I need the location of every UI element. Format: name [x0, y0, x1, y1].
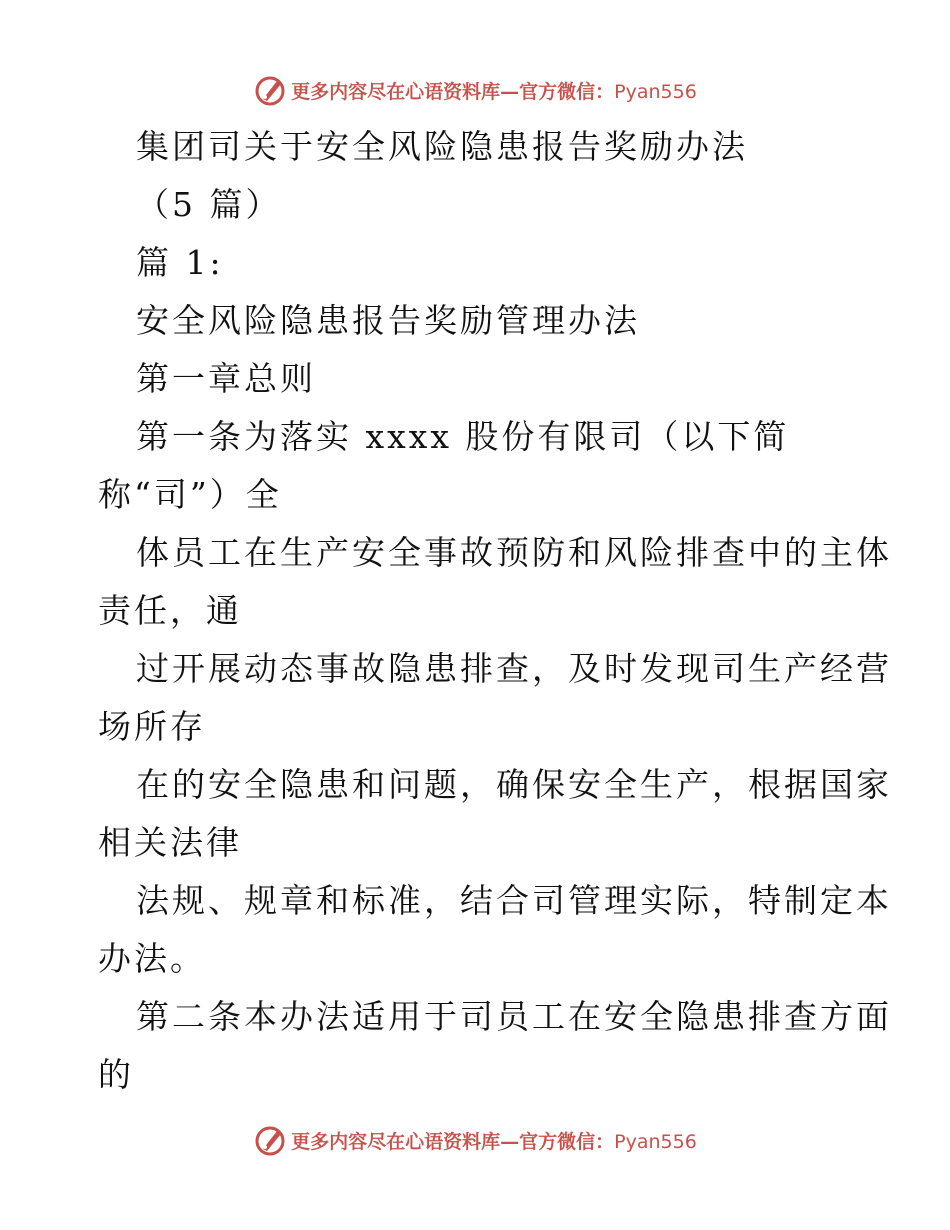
paragraph-line: 过开展动态事故隐患排查，及时发现司生产经营 [136, 649, 892, 688]
paragraph-line: 相关法律 [98, 823, 242, 862]
paragraph-line: 第一条为落实 xxxx 股份有限司（以下简 [136, 417, 790, 456]
section-heading: 篇 1: [136, 243, 224, 282]
pen-logo-icon [253, 1123, 287, 1157]
section-title: 安全风险隐患报告奖励管理办法 [136, 301, 640, 340]
paragraph-line: 称“司”）全 [98, 475, 282, 514]
paragraph-line: 法规、规章和标准，结合司管理实际，特制定本 [136, 881, 892, 920]
pen-logo-icon [253, 73, 287, 107]
paragraph-line: 第二条本办法适用于司员工在安全隐患排查方面 [136, 997, 892, 1036]
paragraph-line: 责任，通 [98, 591, 242, 630]
document-title: 集团司关于安全风险隐患报告奖励办法 [136, 127, 748, 166]
watermark-text: 更多内容尽在心语资料库—官方微信：Pyan556 [291, 80, 697, 103]
document-subtitle: （5 篇） [136, 185, 282, 224]
chapter-heading: 第一章总则 [136, 359, 316, 398]
header-watermark [0, 70, 950, 110]
paragraph-line: 体员工在生产安全事故预防和风险排查中的主体 [136, 533, 892, 572]
paragraph-line: 的 [98, 1055, 134, 1094]
watermark-text: 更多内容尽在心语资料库—官方微信：Pyan556 [291, 1130, 697, 1153]
footer-watermark [0, 1120, 950, 1160]
paragraph-line: 场所存 [98, 707, 206, 746]
paragraph-line: 在的安全隐患和问题，确保安全生产，根据国家 [136, 765, 892, 804]
paragraph-line: 办法。 [98, 939, 206, 978]
document-body [98, 118, 892, 1104]
